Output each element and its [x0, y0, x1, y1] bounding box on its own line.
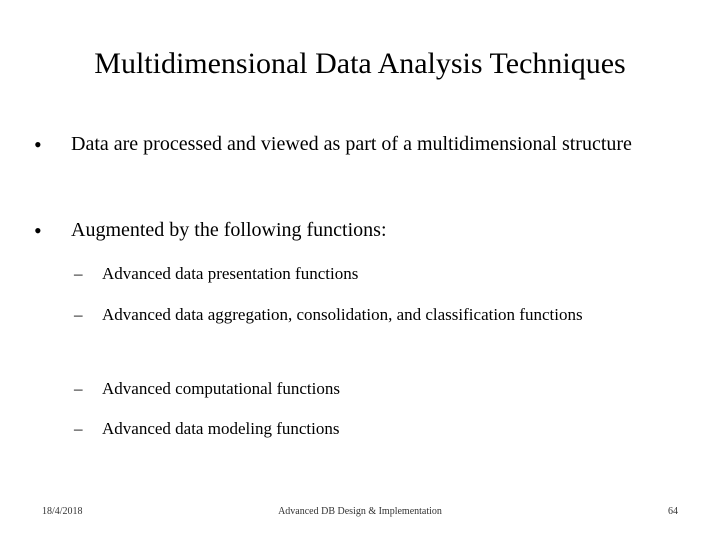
bullet-text: Data are processed and viewed as part of a multidimensional structure: [71, 133, 632, 155]
slide-title: Multidimensional Data Analysis Techniques: [94, 47, 626, 80]
bullet-marker: •: [34, 218, 42, 243]
footer-date: 18/4/2018: [42, 506, 83, 517]
footer-course-title: Advanced DB Design & Implementation: [278, 506, 442, 517]
bullet-item: [34, 214, 694, 247]
dash-marker: –: [74, 264, 83, 283]
slide-number: 64: [668, 506, 678, 517]
sub-bullet-text: Advanced computational functions: [102, 379, 340, 398]
sub-bullet-text: Advanced data presentation functions: [102, 264, 359, 283]
sub-bullet-item: [74, 298, 674, 331]
dash-marker: –: [74, 305, 83, 324]
bullet-item: [34, 128, 694, 161]
bullet-marker: •: [34, 132, 42, 157]
sub-bullet-item: [74, 412, 674, 445]
dash-marker: –: [74, 419, 83, 438]
bullet-text: Augmented by the following functions:: [71, 219, 387, 241]
sub-bullet-text: Advanced data aggregation, consolidation, and classification functions: [102, 305, 583, 324]
sub-bullet-item: [74, 257, 674, 290]
sub-bullet-text: Advanced data modeling functions: [102, 419, 340, 438]
dash-marker: –: [74, 379, 83, 398]
sub-bullet-item: [74, 372, 674, 405]
